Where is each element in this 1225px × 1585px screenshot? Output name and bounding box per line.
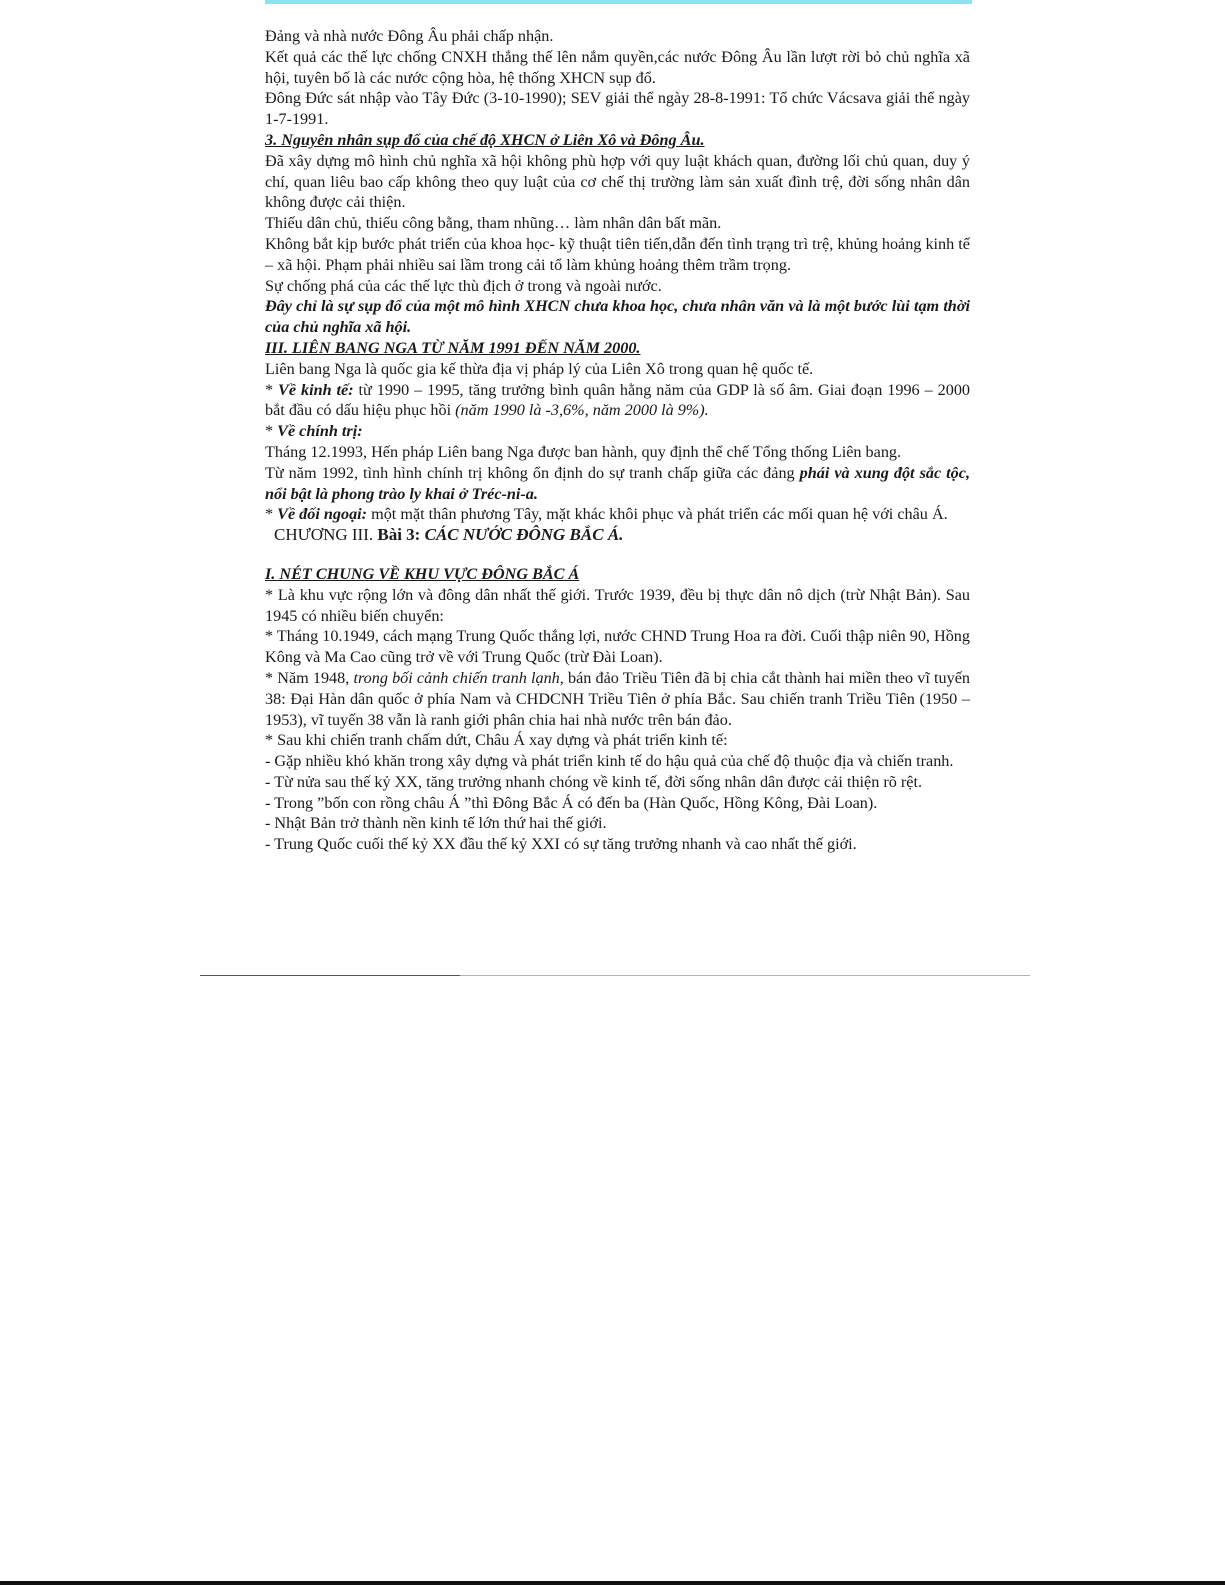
- paragraph: * Sau khi chiến tranh chấm dứt, Châu Á xay dựng và phát triển kinh tế:: [265, 731, 728, 750]
- paragraph: - Gặp nhiều khó khăn trong xây dựng và phát triển kinh tế do hậu quả của chế độ thuộc địa và chiến tranh.: [265, 752, 954, 771]
- top-accent-bar: [265, 0, 972, 4]
- paragraph: Liên bang Nga là quốc gia kế thừa địa vị pháp lý của Liên Xô trong quan hệ quốc tế.: [265, 359, 814, 378]
- paragraph: - Nhật Bản trở thành nền kinh tế lớn thứ hai thế giới.: [265, 814, 607, 833]
- paragraph: Kết quả các thế lực chống CNXH thắng thế lên nắm quyền,các nước Đông Âu lần lượt rời bỏ chủ nghĩa xã hội, tuyên bố là các nước cộng hòa, hệ thống XHCN sụp đổ.: [265, 47, 970, 87]
- korea-paragraph: [265, 668, 970, 730]
- politics-heading: [265, 421, 970, 442]
- bullet-star: *: [265, 380, 279, 399]
- economy-paragraph: [265, 380, 970, 422]
- paragraph: Đông Đức sát nhập vào Tây Đức (3-10-1990); SEV giải thể ngày 28-8-1991: Tổ chức Vácsava giải thể ngày 1-7-1991.: [265, 89, 970, 129]
- foreign-label: Về đối ngoại:: [277, 505, 368, 524]
- section-heading-I: I. NÉT CHUNG VỀ KHU VỰC ĐÔNG BẮC Á: [265, 564, 580, 583]
- economy-figures: (năm 1990 là -3,6%, năm 2000 là 9%).: [455, 401, 709, 420]
- spacer: [265, 546, 970, 564]
- politics-text: Từ năm 1992, tình hình chính trị không ổn định do sự tranh chấp giữa các đảng: [265, 463, 800, 482]
- korea-text-a: * Năm 1948,: [265, 668, 354, 687]
- paragraph: * Tháng 10.1949, cách mạng Trung Quốc thắng lợi, nước CHND Trung Hoa ra đời. Cuối thập niên 90, Hồng Kông và Ma Cao cũng trở về với Trung Quốc (trừ Đài Loan).: [265, 627, 970, 667]
- foreign-text: một mặt thân phương Tây, mặt khác khôi phục và phát triển các mối quan hệ với châu Á.: [367, 505, 948, 524]
- korea-italic: trong bối cảnh chiến tranh lạnh: [353, 668, 560, 687]
- page-divider-fade: [460, 975, 1030, 977]
- chapter-lesson: Bài 3:: [377, 525, 425, 545]
- section-heading-3: 3. Nguyên nhân sụp đổ của chế độ XHCN ở Liên Xô và Đông Âu.: [265, 130, 705, 149]
- bullet-star: *: [265, 422, 278, 441]
- paragraph: * Là khu vực rộng lớn và đông dân nhất thế giới. Trước 1939, đều bị thực dân nô dịch (trừ Nhật Bản). Sau 1945 có nhiều biến chuyển:: [265, 585, 970, 625]
- paragraph: Đảng và nhà nước Đông Âu phải chấp nhận.: [265, 27, 554, 45]
- paragraph: Sự chống phá của các thế lực thù địch ở trong và ngoài nước.: [265, 276, 662, 295]
- paragraph: - Trong ”bốn con rồng châu Á ”thì Đông Bắc Á có đến ba (Hàn Quốc, Hồng Kông, Đài Loan).: [265, 793, 878, 812]
- politics-paragraph: [265, 463, 970, 505]
- chapter-prefix: CHƯƠNG III.: [274, 525, 378, 545]
- bottom-border-bar: [0, 1581, 1225, 1585]
- foreign-paragraph: [265, 504, 970, 525]
- politics-label: Về chính trị:: [277, 422, 363, 441]
- paragraph: - Trung Quốc cuối thế kỷ XX đầu thế kỷ XXI có sự tăng trưởng nhanh và cao nhất thế giới.: [265, 835, 857, 854]
- chapter-title: CÁC NƯỚC ĐÔNG BẮC Á.: [424, 525, 624, 545]
- conclusion-paragraph: Đây chỉ là sự sụp đổ của một mô hình XHCN chưa khoa học, chưa nhân văn và là một bước lùi tạm thời của chủ nghĩa xã hội.: [265, 297, 970, 337]
- economy-text: từ 1990 – 1995, tăng trưởng bình quân hằng năm của GDP là số âm. Giai đoạn 1996 – 2000 bắt đầu có dấu hiệu phục hồi: [265, 380, 971, 420]
- bullet-star: *: [265, 505, 278, 524]
- chapter-heading: [265, 525, 970, 546]
- paragraph: Thiếu dân chủ, thiếu công bằng, tham nhũng… làm nhân dân bất mãn.: [265, 214, 722, 233]
- paragraph: - Từ nửa sau thế kỷ XX, tăng trưởng nhanh chóng về kinh tế, đời sống nhân dân được cải thiện rõ rệt.: [265, 772, 923, 791]
- paragraph: Tháng 12.1993, Hến pháp Liên bang Nga được ban hành, quy định thể chế Tổng thống Liên bang.: [265, 442, 902, 461]
- politics-emphasis: phái và xung đột sắc tộc, nổi bật là phong trào ly khai ở Tréc-ni-a.: [265, 463, 970, 503]
- paragraph: Không bắt kịp bước phát triển của khoa học- kỹ thuật tiên tiến,dẫn đến tình trạng trì trệ, khủng hoảng kinh tế – xã hội. Phạm phải nhiều sai lầm trong cải tổ làm khủng hoảng thêm trầm trọng.: [265, 234, 970, 274]
- korea-text-b: , bán đảo Triều Tiên đã bị chia cắt thành hai miền theo vĩ tuyến 38: Đại Hàn dân quốc ở phía Nam và CHDCNH Triều Tiên ở phía Bắc. Sau chiến tranh Triều Tiên (1950 – 1953), vĩ tuyến 38 vẫn là ranh giới phân chia hai nhà nước trên bán đảo.: [265, 668, 970, 729]
- economy-label: Về kinh tế:: [278, 380, 354, 399]
- document-body: [265, 26, 970, 855]
- paragraph: Đã xây dựng mô hình chủ nghĩa xã hội không phù hợp với quy luật khách quan, đường lối chủ quan, duy ý chí, quan liêu bao cấp không theo quy luật của cơ chế thị trường làm sản xuất đình trệ, đời sống nhân dân không được cải thiện.: [265, 151, 970, 212]
- section-heading-III: III. LIÊN BANG NGA TỪ NĂM 1991 ĐẾN NĂM 2000.: [265, 338, 641, 357]
